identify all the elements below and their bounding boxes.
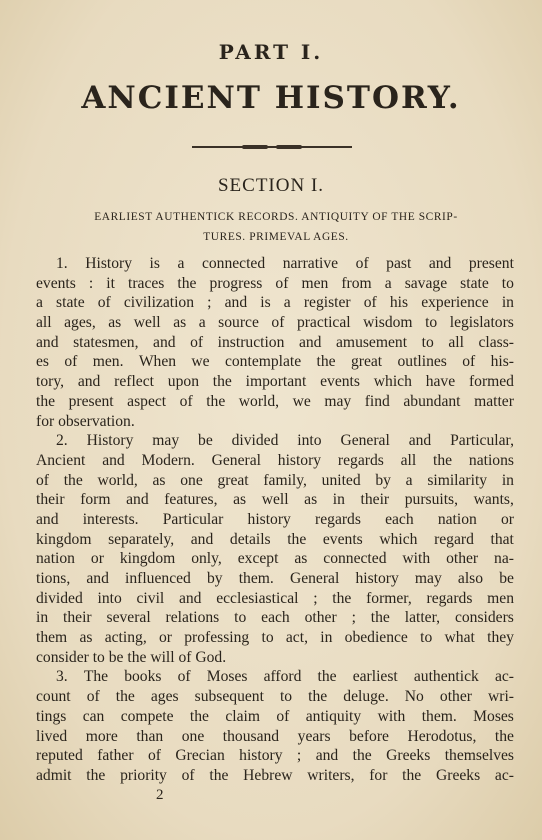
- text-line: the present aspect of the world, we may find abundant matter: [36, 392, 514, 410]
- text-line: a state of civilization ; and is a register of his experience in: [36, 294, 514, 312]
- text-line: Ancient and Modern. General history regards all the nations: [36, 451, 514, 469]
- text-line: divided into civil and ecclesiastical ; the former, regards men: [36, 589, 514, 607]
- body-text: [36, 254, 514, 786]
- text-line: in their several relations to each other ; the latter, considers: [36, 609, 514, 627]
- text-line: tings can compete the claim of antiquity with them. Moses: [36, 707, 514, 725]
- text-line: admit the priority of the Hebrew writers, for the Greeks ac-: [36, 766, 514, 784]
- part-heading: PART I.: [218, 40, 324, 64]
- text-line: reputed father of Grecian history ; and the Greeks themselves: [36, 747, 514, 765]
- text-line: tory, and reflect upon the important events which have formed: [36, 373, 514, 391]
- text-line: events : it traces the progress of men from a savage state to: [36, 274, 514, 292]
- text-line: and statesmen, and of instruction and amusement to all class-: [36, 333, 514, 351]
- page-title: ANCIENT HISTORY.: [81, 80, 461, 116]
- decorative-rule: [192, 146, 352, 148]
- page-number: 2: [156, 787, 164, 803]
- text-line: for observation.: [36, 412, 135, 430]
- section-subtitle: [36, 207, 516, 247]
- text-line: kingdom separately, and details the events which regard that: [36, 530, 514, 548]
- text-line: nation or kingdom only, except as connected with other na-: [36, 550, 514, 568]
- text-line: tions, and influenced by them. General history may also be: [36, 570, 514, 587]
- text-line: count of the ages subsequent to the deluge. No other wri-: [36, 688, 514, 706]
- text-line: of the world, as one great family, united by a similarity in: [36, 471, 514, 489]
- text-line: consider to be the will of God.: [36, 648, 227, 666]
- text-line: es of men. When we contemplate the great outlines of his-: [36, 353, 514, 371]
- text-line: all ages, as well as a source of practical wisdom to legislators: [36, 314, 514, 332]
- text-line: their form and features, as well as in their pursuits, wants,: [36, 491, 514, 509]
- text-line: them as acting, or professing to act, in obedience to what they: [36, 629, 514, 647]
- subtitle-line: TURES. PRIMEVAL AGES.: [203, 231, 349, 243]
- text-line: and interests. Particular history regards each nation or: [36, 510, 514, 528]
- text-line: 2. History may be divided into General and Particular,: [56, 432, 514, 450]
- section-heading: SECTION I.: [217, 175, 325, 196]
- text-line: 3. The books of Moses afford the earliest authentick ac-: [56, 668, 514, 686]
- subtitle-line: EARLIEST AUTHENTICK RECORDS. ANTIQUITY OF THE SCRIP-: [94, 211, 458, 223]
- text-line: lived more than one thousand years before Herodotus, the: [36, 727, 514, 745]
- text-line: 1. History is a connected narrative of past and present: [56, 255, 514, 272]
